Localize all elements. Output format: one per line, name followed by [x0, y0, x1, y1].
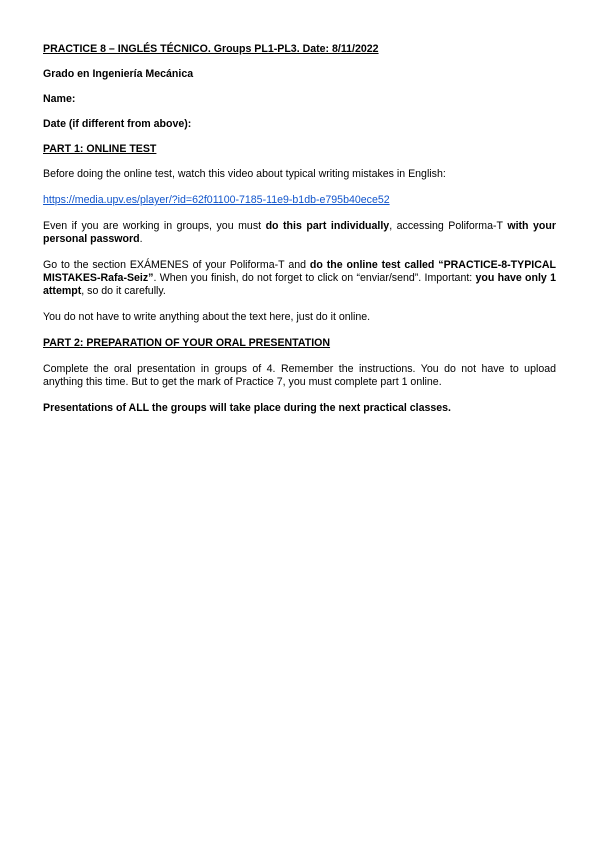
individual-text-3: .	[139, 233, 143, 245]
part2-heading: PART 2: PREPARATION OF YOUR ORAL PRESENTATION	[43, 337, 331, 349]
goto-bold-1: do the online test called “PRACTICE-8-TYPICAL MISTAKES-Rafa-Seiz”	[43, 259, 556, 284]
video-link[interactable]: https://media.upv.es/player/?id=62f01100-7185-11e9-b1db-e795b40ece52	[43, 194, 390, 206]
document-page	[43, 43, 556, 415]
individual-paragraph	[43, 220, 556, 246]
part1-note: You do not have to write anything about the text here, just do it online.	[43, 311, 371, 323]
video-link-paragraph	[43, 194, 556, 207]
individual-text-1: Even if you are working in groups, you must	[43, 220, 266, 232]
date-label: Date (if different from above):	[43, 118, 192, 130]
part2-body: Complete the oral presentation in groups of 4. Remember the instructions. You do not have to upload anything this time. But to get the mark of Practice 7, you must complete part 1 online.	[43, 363, 556, 388]
goto-bold-2: you have only 1 attempt	[43, 272, 556, 297]
document-title: PRACTICE 8 – INGLÉS TÉCNICO. Groups PL1-PL3. Date: 8/11/2022	[43, 43, 379, 55]
goto-text-1: Go to the section EXÁMENES of your Poliforma-T and	[43, 259, 310, 271]
individual-bold-1: do this part individually	[265, 220, 390, 232]
individual-text-2: , accessing Poliforma-T	[389, 220, 508, 232]
part2-closing: Presentations of ALL the groups will take place during the next practical classes.	[43, 402, 451, 414]
degree-line: Grado en Ingeniería Mecánica	[43, 68, 194, 80]
part1-intro: Before doing the online test, watch this video about typical writing mistakes in English:	[43, 168, 446, 180]
individual-bold-2: with your personal password	[43, 220, 556, 245]
goto-text-3: , so do it carefully.	[81, 285, 166, 297]
part1-heading: PART 1: ONLINE TEST	[43, 143, 157, 155]
goto-paragraph	[43, 259, 556, 298]
goto-text-2: . When you finish, do not forget to click on “enviar/send”. Important:	[153, 272, 476, 284]
name-label: Name:	[43, 93, 76, 105]
